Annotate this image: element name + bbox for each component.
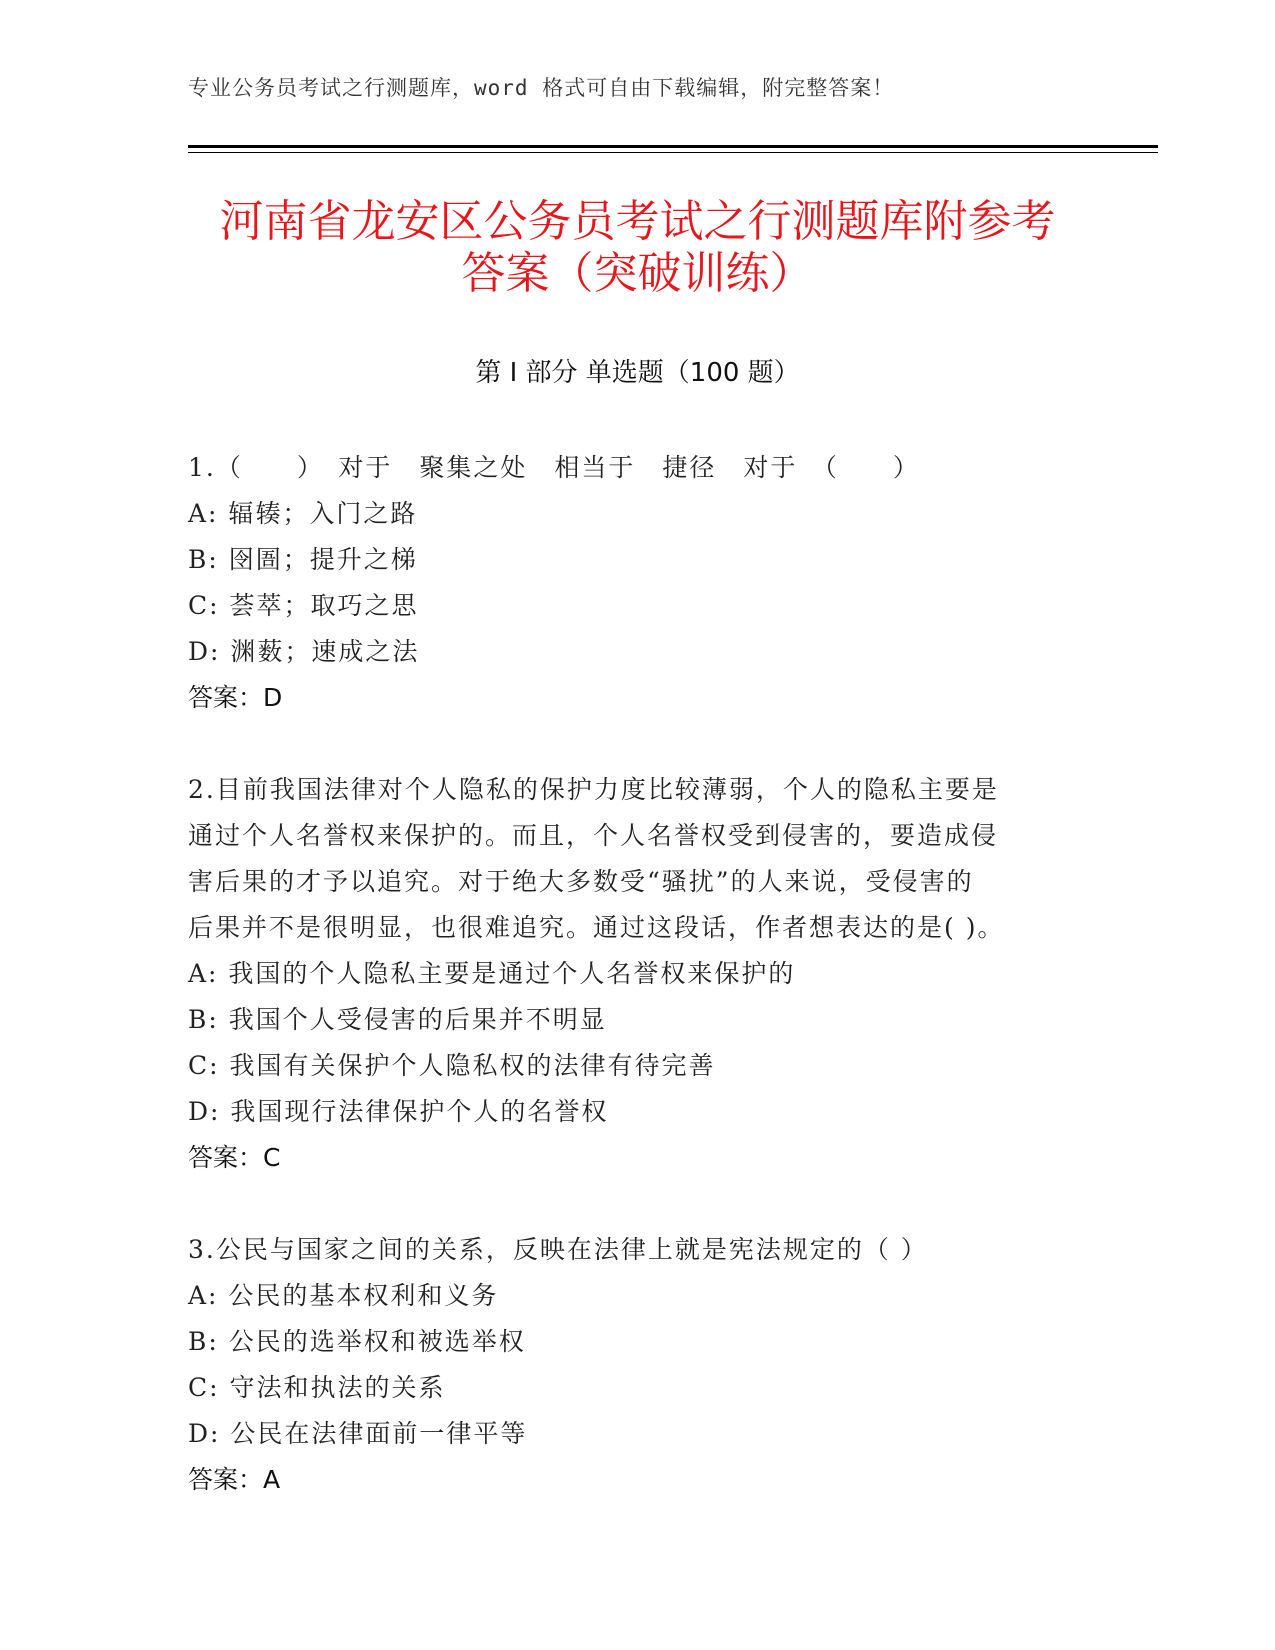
- question-stem: 3.公民与国家之间的关系，反映在法律上就是宪法规定的（ ）: [188, 1235, 928, 1264]
- question-3: [188, 1227, 1088, 1503]
- document-title: [150, 196, 1125, 300]
- title-line-1: 河南省龙安区公务员考试之行测题库附参考: [219, 196, 1056, 247]
- option-c: C: 我国有关保护个人隐私权的法律有待完善: [188, 1051, 716, 1080]
- option-b: B: 公民的选举权和被选举权: [188, 1327, 526, 1356]
- answer: 答案：C: [188, 1143, 281, 1172]
- question-stem-line: 害后果的才予以追究。对于绝大多数受“骚扰”的人来说，受侵害的: [188, 867, 974, 896]
- question-stem-line: 通过个人名誉权来保护的。而且，个人名誉权受到侵害的，要造成侵: [188, 821, 999, 850]
- question-list: [188, 445, 1088, 1549]
- answer: 答案：D: [188, 683, 283, 712]
- question-stem-line: 2.目前我国法律对个人隐私的保护力度比较薄弱，个人的隐私主要是: [188, 775, 999, 804]
- header-note: 专业公务员考试之行测题库，word 格式可自由下载编辑，附完整答案！: [188, 76, 895, 100]
- header-divider-thin: [188, 152, 1158, 153]
- header-divider-thick: [188, 145, 1158, 148]
- question-stem-line: 后果并不是很明显，也很难追究。通过这段话，作者想表达的是( )。: [188, 913, 1005, 942]
- answer: 答案：A: [188, 1465, 281, 1494]
- option-d: D: 公民在法律面前一律平等: [188, 1419, 528, 1448]
- option-a: A: 我国的个人隐私主要是通过个人名誉权来保护的: [188, 959, 796, 988]
- question-2: [188, 767, 1088, 1181]
- question-stem: 1.（ ） 对于 聚集之处 相当于 捷径 对于 （ ）: [188, 453, 920, 482]
- option-d: D: 渊薮；速成之法: [188, 637, 420, 666]
- section-heading: 第 I 部分 单选题（100 题）: [475, 358, 800, 388]
- option-b: B: 我国个人受侵害的后果并不明显: [188, 1005, 607, 1034]
- question-1: [188, 445, 1088, 721]
- option-a: A: 公民的基本权利和义务: [188, 1281, 499, 1310]
- option-c: C: 荟萃；取巧之思: [188, 591, 419, 620]
- option-c: C: 守法和执法的关系: [188, 1373, 446, 1402]
- option-d: D: 我国现行法律保护个人的名誉权: [188, 1097, 609, 1126]
- option-a: A: 辐辏；入门之路: [188, 499, 418, 528]
- option-b: B: 囹圄；提升之梯: [188, 545, 418, 574]
- title-line-2: 答案（突破训练）: [461, 248, 814, 299]
